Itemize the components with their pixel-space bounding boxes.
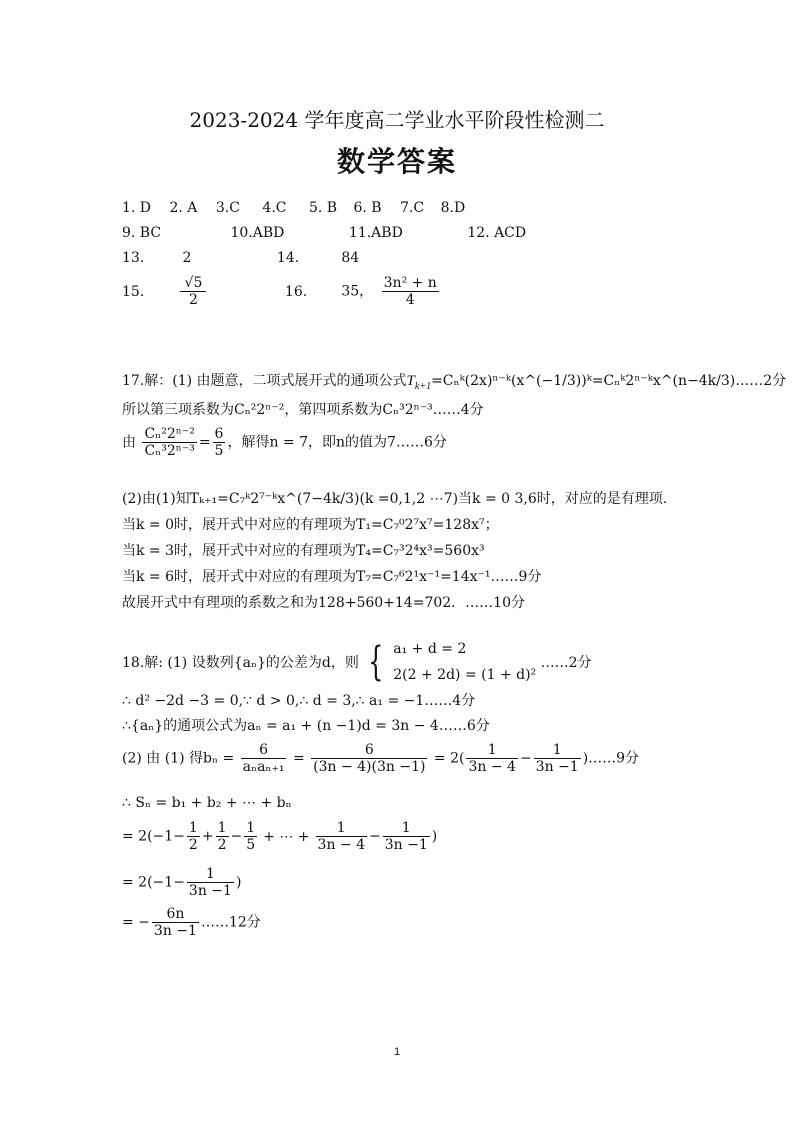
numerator: 6 (241, 742, 287, 759)
q17-text: 17.解：(1) 由题意，二项式展开式的通项公式 (122, 373, 407, 389)
q16-numerator: 3n² + n (383, 275, 437, 291)
fraction (383, 820, 430, 853)
q17-value-fraction (213, 426, 226, 459)
equals: = (292, 750, 305, 767)
fraction (216, 820, 229, 853)
q18-line-2: ∴ d² −2d −3 = 0,∵ d > 0,∴ d = 3,∴ a₁ = −1……4分 (122, 693, 476, 709)
q15-denominator: 2 (188, 292, 198, 309)
q18-fraction (534, 742, 581, 775)
answer-item: 4.C (262, 200, 287, 216)
q18-line-5: ∴ Sₙ = b₁ + b₂ + ⋯ + bₙ (122, 795, 292, 811)
fraction (244, 820, 257, 853)
denominator: 3n − 4 (468, 759, 516, 776)
answer-item: 9. BC (122, 225, 162, 241)
fraction (152, 906, 199, 939)
numerator: 1 (534, 742, 581, 759)
equation-system (393, 636, 536, 688)
denominator: 5 (246, 837, 256, 854)
q18-line-7 (122, 866, 241, 899)
q15-fraction (180, 275, 206, 308)
q17-ratio-fraction (142, 426, 196, 459)
q17-equals: = (198, 434, 211, 451)
answer-item: 3.C (215, 200, 240, 216)
q16-value: 35， (341, 283, 374, 300)
answer-item: 10.ABD (230, 225, 285, 241)
system-equation-2: 2(2 + 2d) = (1 + d)² (393, 667, 537, 683)
fraction (316, 820, 367, 853)
q18-line-8 (122, 906, 261, 939)
numerator: 1 (466, 742, 517, 759)
answer-row-3 (122, 250, 359, 266)
denominator: 3n −1 (153, 923, 197, 940)
q18-fraction (241, 742, 287, 775)
q17-line-4: (2)由(1)知Tₖ₊₁=C₇ᵏ2⁷⁻ᵏx^(7−4k/3)(k =0,1,2 ⋯7)当k = 0 3,6时，对应的是有理项. (122, 491, 668, 507)
exam-title: 2023-2024 学年度高二学业水平阶段性检测二 (189, 108, 605, 132)
q13-label: 13. (122, 250, 145, 266)
ellipsis: + ⋯ + (263, 828, 310, 845)
paren: ) (235, 874, 242, 891)
q18-text: (2) 由 (1) 得bₙ = (122, 750, 235, 767)
q18-text: = − (122, 914, 150, 931)
q14-value: 84 (341, 250, 360, 266)
q18-text: = 2(−1− (122, 828, 185, 845)
q18-line-6 (122, 820, 437, 853)
answer-item: 11.ABD (348, 225, 403, 241)
q13-value: 2 (182, 250, 192, 266)
answer-item: 1. D (122, 200, 152, 216)
system-brace: { (368, 639, 384, 685)
numerator: 1 (187, 866, 234, 883)
q17-value-numerator: 6 (214, 426, 224, 442)
q18-score-3: ……12分 (200, 914, 261, 931)
q15-numerator: √5 (180, 275, 206, 292)
plus: + (201, 828, 214, 845)
numerator: 1 (246, 820, 256, 836)
denominator: 2 (217, 837, 227, 854)
denominator: aₙaₙ₊₁ (242, 759, 285, 776)
q17-text: 由 (122, 434, 136, 451)
q17-general-term: =Cₙᵏ(2x)ⁿ⁻ᵏ(x^(−1/3))ᵏ=Cₙᵏ2ⁿ⁻ᵏx^(n−4k/3) (431, 373, 736, 389)
q17-score-1: ……2分 (735, 373, 787, 389)
paren: ) (431, 828, 438, 845)
denominator: 3n − 4 (317, 837, 365, 854)
denominator: (3n − 4)(3n −1) (313, 759, 426, 776)
denominator: 2 (188, 837, 198, 854)
q16-label: 16. (284, 283, 308, 300)
denominator: 3n −1 (384, 837, 428, 854)
answer-row-4 (122, 275, 441, 308)
answer-row-1 (122, 200, 465, 216)
minus: − (519, 750, 532, 767)
q15-label: 15. (122, 283, 145, 300)
q18-text: = 2(−1− (122, 874, 185, 891)
q17-line-7: 当k = 6时，展开式中对应的有理项为T₇=C₇⁶2¹x⁻¹=14x⁻¹……9分 (122, 569, 542, 585)
q17-line-8: 故展开式中有理项的系数之和为128+560+14=702．……10分 (122, 595, 525, 611)
q18-fraction (466, 742, 517, 775)
q18-text: = 2( (433, 750, 465, 767)
q18-fraction (311, 742, 427, 775)
page-number: 1 (393, 1046, 401, 1058)
answer-title: 数学答案 (336, 145, 457, 178)
q18-line-3: ∴{aₙ}的通项公式为aₙ = a₁ + (n −1)d = 3n − 4……6分 (122, 718, 490, 734)
numerator: 6 (311, 742, 427, 759)
q17-line-2: 所以第三项系数为Cₙ²2ⁿ⁻²，第四项系数为Cₙ³2ⁿ⁻³……4分 (122, 402, 484, 418)
q17-line-3 (122, 426, 447, 459)
numerator: 1 (383, 820, 430, 837)
q18-text: 18.解: (1) 设数列{aₙ}的公差为d，则 (122, 655, 359, 671)
system-equation-1: a₁ + d = 2 (393, 641, 467, 657)
answer-row-2 (122, 225, 526, 241)
q17-line-5: 当k = 0时，展开式中对应的有理项为T₁=C₇⁰2⁷x⁷=128x⁷； (122, 517, 499, 533)
answer-item: 7.C (400, 200, 425, 216)
q18-line-1 (122, 636, 592, 688)
q17-line-1: 17.解：(1) 由题意，二项式展开式的通项公式$T_{k+1}=C_nᵏ(2x)^{n-}ᵏ(x\^{}(-1/3))ᵏ=C_nᵏ2^{n-}ᵏx\^{}(n-4k/3)\dots\dots 2$分 (122, 373, 787, 392)
numerator: 1 (316, 820, 367, 837)
q14-label: 14. (276, 250, 300, 266)
answer-item: 2. A (169, 200, 198, 216)
q17-text: ，解得n = 7，即n的值为7……6分 (227, 434, 447, 451)
q18-score-1: ……2分 (540, 655, 592, 671)
q17-ratio-numerator: Cₙ²2ⁿ⁻² (144, 426, 195, 442)
q17-ratio-denominator: Cₙ³2ⁿ⁻³ (144, 443, 195, 460)
minus: − (369, 828, 381, 845)
q18-score-2: )……9分 (582, 750, 640, 767)
q16-fraction (382, 275, 439, 308)
q16-denominator: 4 (405, 292, 415, 309)
q17-value-denominator: 5 (214, 443, 224, 460)
answer-item: 5. B (308, 200, 338, 216)
answer-item: 6. B (353, 200, 382, 216)
numerator: 1 (188, 820, 198, 836)
minus: − (230, 828, 243, 845)
q17-t-symbol: T (406, 373, 415, 389)
fraction (187, 866, 234, 899)
fraction (187, 820, 200, 853)
q17-line-6: 当k = 3时，展开式中对应的有理项为T₄=C₇³2⁴x³=560x³ (122, 543, 485, 559)
q18-line-4 (122, 742, 639, 775)
numerator: 1 (217, 820, 227, 836)
denominator: 3n −1 (188, 883, 232, 900)
answer-item: 12. ACD (467, 225, 527, 241)
answer-item: 8.D (440, 200, 466, 216)
denominator: 3n −1 (535, 759, 579, 776)
numerator: 6n (152, 906, 199, 923)
